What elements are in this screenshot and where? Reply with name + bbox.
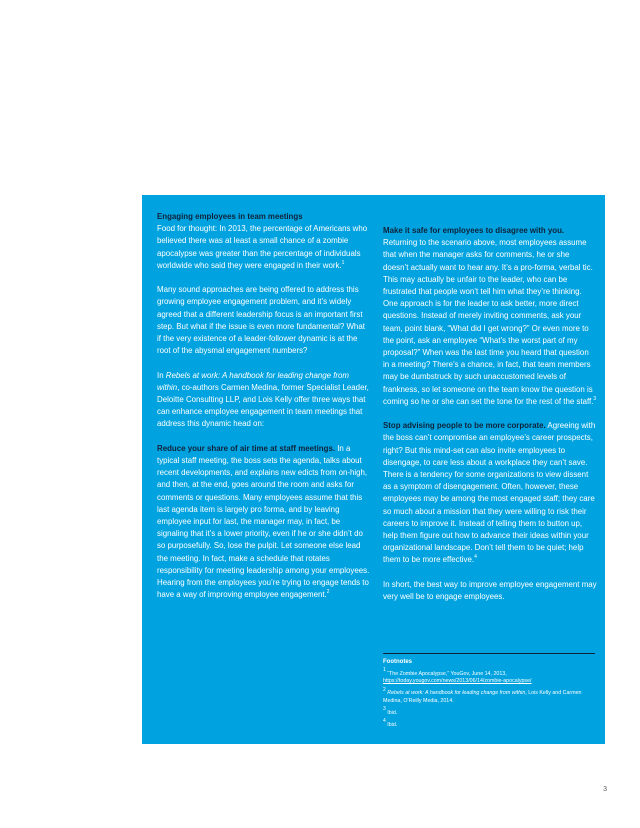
tip-heading: Reduce your share of air time at staff meetings. <box>157 443 336 453</box>
paragraph-rebels-at-work: In Rebels at work: A handbook for leading change from within, co-authors Carmen Medina, former Specialist Leader, Deloitte Consulting LLP, and Lois Kelly offer three ways that can enhance employee engagement in team meetings that address this dynamic head on: <box>157 370 369 429</box>
paragraph-safe-to-disagree: Make it safe for employees to disagree with you. Returning to the scenario above, most employees assume that when the manager asks for comments, he or she doesn’t actually want to hear any. It’s a pro-forma, verbal tic. This may actually be unfair to the leader, who can be frustrated that people won’t tell him what they’re thinking. One approach is for the leader to ask better, more direct questions. Instead of merely inviting comments, ask your team, point blank, “What did I get wrong?” Or even more to the point, ask an employee “What’s the worst part of my proposal?” When was the last time you heard that question in a meeting? There’s a chance, in fact, that team members may be dumbstruck by such unaccustomed levels of frankness, so let someone on the team know the question is coming so he or she can set the tone for the rest of the staff.$^3$ <box>383 226 597 406</box>
footnote-ref[interactable]: 1 <box>341 259 345 266</box>
footnote-ref[interactable]: 4 <box>474 554 477 561</box>
book-title: Rebels at work: A handbook for leading change from within <box>157 370 349 392</box>
page-number: 3 <box>603 786 607 793</box>
footnote-1: $^1$ “The Zombie Apocalypse,” YouGov, June 14, 2013, https://today.yougov.com/news/2013/06/14/zombie-apocalypse/ <box>383 667 532 685</box>
footnote-ref[interactable]: 2 <box>326 589 330 596</box>
paragraph-leadership-focus: Many sound approaches are being offered to address this growing employee engagement problem, and it’s widely agreed that a different leadership focus is an important first step. But what if the issue is even more fundamental? What if the very existence of a leader-follower dynamic is at the root of the abysmal engagement numbers? <box>157 285 365 356</box>
footnote-3: $^3$ Ibid. <box>383 706 398 716</box>
right-column <box>383 225 597 603</box>
section-heading: Engaging employees in team meetings <box>157 212 303 221</box>
paragraph-more-corporate: Stop advising people to be more corporate. Agreeing with the boss can’t compromise an employee’s career prospects, right? But this mind-set can also invite employees to disengage, to care less about a workplace they can’t save. There is a tendency for some organizations to view dissent as a symptom of disengagement. Often, however, these employees may be among the most engaged staff; they care so much about a mission that they were willing to risk their careers to improve it. Instead of telling them to button up, help them figure out how to advance their ideas within your organizational landscape. Don’t tell them to be quiet; help them to be more effective.$^4$ <box>383 421 596 565</box>
left-column <box>157 211 371 601</box>
tip-heading: Make it safe for employees to disagree with you. <box>383 226 565 235</box>
footnote-ref[interactable]: 3 <box>593 395 597 402</box>
footnotes <box>383 659 595 734</box>
footnote-link[interactable]: https://today.yougov.com/news/2013/06/14/zombie-apocalypse/ <box>383 678 532 685</box>
paragraph-zombie-stat: Food for thought: In 2013, the percentage of Americans who believed there was at least a small chance of a zombie apocalypse was greater than the percentage of individuals worldwide who said they were engaged in their work.$^1$ <box>157 224 368 270</box>
footnotes-divider <box>383 653 595 654</box>
paragraph-air-time: Reduce your share of air time at staff meetings. In a typical staff meeting, the boss sets the agenda, talks about recent developments, and explains new edicts from on-high, and then, at the end, goes around the room and asks for comments or questions. Many employees assume that this last agenda item is largely pro forma, and by leaving employee input for last, the manager may, in fact, be signaling that it’s a lower priority, even if he or she didn’t do so purposefully. So, lose the pulpit. Let someone else lead the meeting. In fact, make a schedule that rotates responsibility for meeting leadership among your employees. Hearing from the employees you’re trying to engage tends to have a way of improving employee engagement.$^2$ <box>157 443 370 600</box>
footnotes-title: Footnotes <box>383 659 412 665</box>
tip-heading: Stop advising people to be more corporate. <box>383 421 546 431</box>
footnote-2: $^2$ Rebels at work: A handbook for leading change from within, Lois Kelly and Carmen Medina, O’Reilly Media, 2014. <box>383 686 582 704</box>
paragraph-conclusion: In short, the best way to improve employee engagement may very well be to engage employees. <box>383 579 597 602</box>
footnote-4: $^4$ Ibid. <box>383 718 398 728</box>
